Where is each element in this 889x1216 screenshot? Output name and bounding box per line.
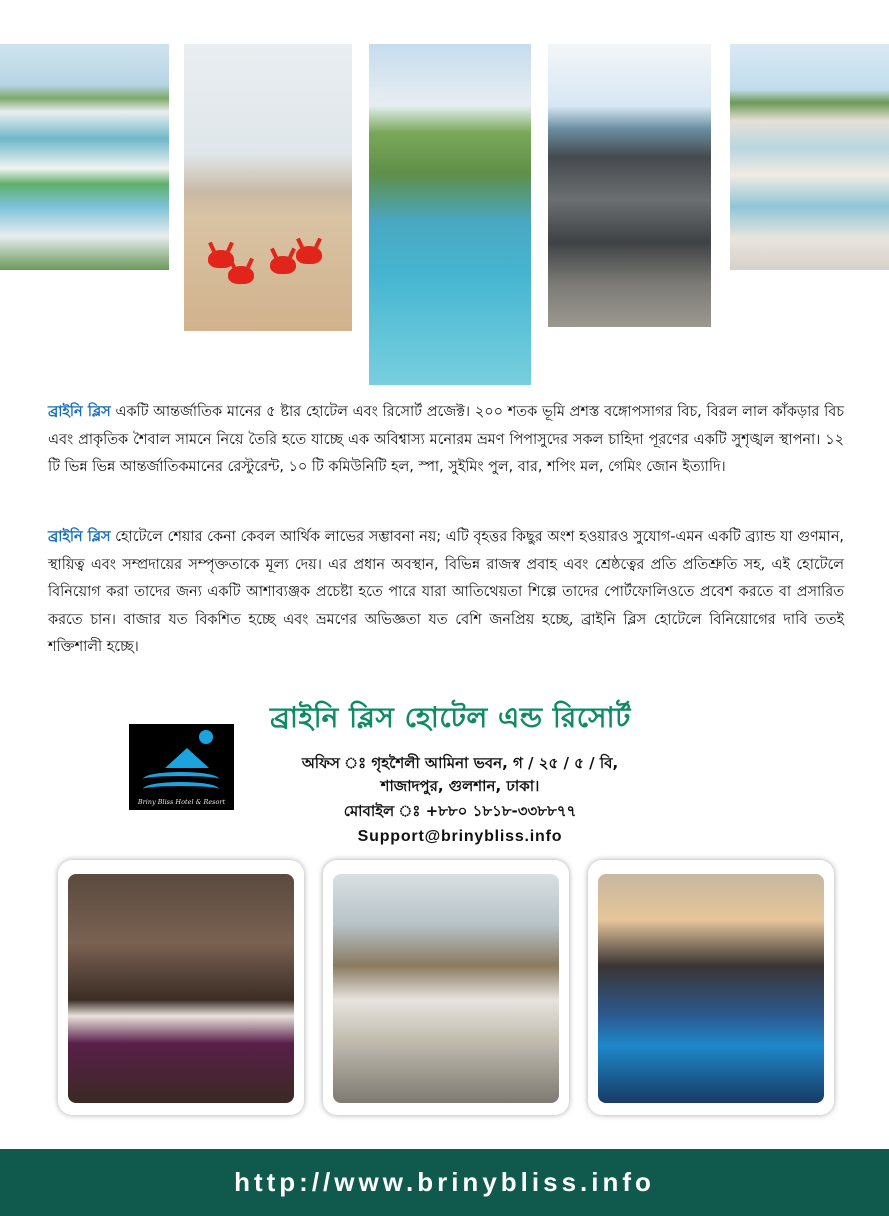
mobile-number: মোবাইল ঃ +৮৮০ ১৮১৮-৩৩৮৮৭৭: [343, 802, 577, 820]
red-crab-beach-photo: [184, 44, 352, 331]
office-address-line1: অফিস ঃ গৃহশৈলী আমিনা ভবন, গ / ২৫ / ৫ / বি,: [301, 754, 619, 772]
house-icon: [165, 748, 209, 768]
company-logo: [129, 724, 234, 810]
intro-paragraph: [48, 399, 844, 482]
photo-card-restaurant: [323, 860, 569, 1115]
rocky-coral-beach-photo: [548, 44, 711, 327]
company-title: ব্রাইনি ব্লিস হোটেল এন্ড রিসোর্ট: [270, 701, 631, 734]
photo-card-pool: [588, 860, 834, 1115]
lagoon-pool-photo: [369, 44, 531, 385]
office-address-line2: শাজাদপুর, গুলশান, ঢাকা।: [380, 777, 540, 795]
rooftop-pool-photo: [598, 874, 824, 1103]
palm-tree-icon: [199, 730, 213, 744]
spa-room-photo: [68, 874, 294, 1103]
crab-graphic: [296, 246, 322, 264]
brand-name: ব্রাইনি ব্লিস: [48, 529, 111, 545]
resort-building-photo: [0, 44, 169, 270]
intro-text: একটি আন্তর্জাতিক মানের ৫ ষ্টার হোটেল এবং রিসোর্ট প্রজেক্ট। ২০০ শতক ভূমি প্রশস্ত বঙ্গোপসাগর বিচ, বিরল লাল কাঁকড়ার বিচ এবং প্রাকৃতিক শৈবাল সামনে নিয়ে তৈরি হতে যাচ্ছে এক অবিশ্বাস্য মনোরম ভ্রমণ পিপাসুদের সকল চাহিদা পূরণের একটি সুশৃঙ্খল স্থাপনা। ১২ টি ভিন্ন ভিন্ন আন্তর্জাতিকমানের রেস্টুরেন্ট, ১০ টি কমিউনিটি হল, স্পা, সুইমিং পুল, বার, শপিং মল, গেমিং জোন ইত্যাদি।: [48, 404, 844, 476]
photo-card-spa: [58, 860, 304, 1115]
investment-text: হোটেলে শেয়ার কেনা কেবল আর্থিক লাভের সম্ভাবনা নয়; এটি বৃহত্তর কিছুর অংশ হওয়ারও সুযোগ-এমন একটি ব্র্যান্ড যা গুণমান, স্থায়িত্ব এবং সম্প্রদায়ের সম্পৃক্ততাকে মূল্য দেয়। এর প্রধান অবস্থান, বিভিন্ন রাজস্ব প্রবাহ এবং শ্রেষ্ঠত্বের প্রতি প্রতিশ্রুতি সহ, এই হোটেলে বিনিয়োগ করা তাদের জন্য একটি আশাব্যঞ্জক প্রচেষ্টা হতে পারে যারা আতিথেয়তা শিল্পে তাদের পোর্টফোলিওতে প্রবেশ করতে বা প্রসারিত করতে চান। বাজার যত বিকশিত হচ্ছে এবং ভ্রমণের অভিজ্ঞতা যত বেশি জনপ্রিয় হচ্ছে, ব্রাইনি ব্লিস হোটেলে বিনিয়োগের দাবি ততই শক্তিশালী হচ্ছে।: [48, 529, 844, 656]
restaurant-photo: [333, 874, 559, 1103]
hotel-facade-photo: [730, 44, 889, 270]
logo-text: Briny Bliss Hotel & Resort: [137, 798, 226, 806]
brand-name: ব্রাইনি ব্লিস: [48, 404, 111, 420]
website-link[interactable]: http://www.brinybliss.info: [234, 1167, 655, 1197]
crab-graphic: [270, 256, 296, 274]
footer-bar: [0, 1149, 889, 1216]
top-photo-gallery: [0, 0, 889, 390]
wave-icon: [143, 782, 219, 796]
support-email[interactable]: Support@brinybliss.info: [357, 828, 563, 845]
investment-paragraph: [48, 524, 844, 662]
crab-graphic: [228, 266, 254, 284]
